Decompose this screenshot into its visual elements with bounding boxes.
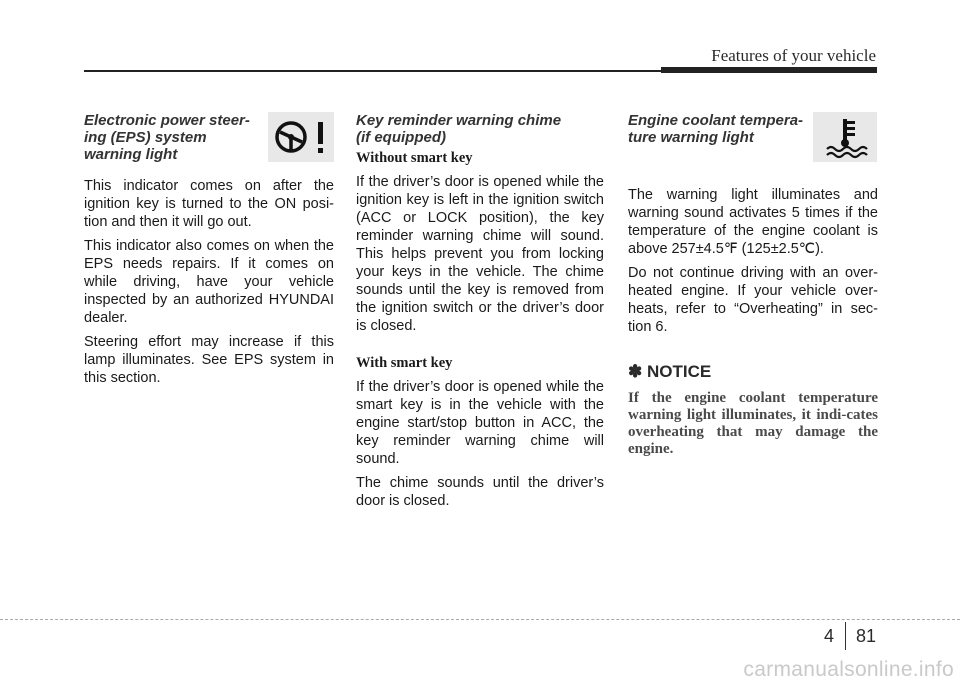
header-rule-thick (661, 67, 877, 73)
header-title: Features of your vehicle (711, 46, 876, 65)
coolant-heading: Engine coolant tempera- ture warning light (628, 112, 804, 146)
with-smart-key-subheading: With smart key (356, 355, 453, 371)
without-smart-key-subheading: Without smart key (356, 150, 473, 166)
eps-section (84, 112, 334, 393)
key-reminder-section (356, 112, 604, 516)
without-smart-key-paragraph: If the driver’s door is opened while the ignition key is left in the ignition switch (ACC or LOCK position), the key reminder warning chime will sound. This helps prevent you from locking your keys in the vehicle. The chime sounds until the key is removed from the ignition switch or the driver’s door is closed. (356, 174, 604, 334)
page-divider (845, 622, 846, 650)
header-rule (84, 70, 661, 72)
coolant-paragraph: Do not continue driving with an over-heated engine. If your vehicle over-heats, refer to “Overheating” in sec-tion 6. (628, 265, 878, 335)
page-number: 81 (856, 626, 877, 646)
footer-rule (0, 619, 960, 620)
eps-paragraph: This indicator also comes on when the EPS needs repairs. If it comes on while driving, have your vehicle inspected by an authorized HYUNDAI dealer. (84, 238, 334, 326)
coolant-paragraph: The warning light illuminates and warning sound activates 5 times if the temperature of the engine coolant is above 257±4.5℉ (125±2.5℃). (628, 187, 878, 257)
eps-heading: Electronic power steer- ing (EPS) system warning light (84, 112, 250, 163)
eps-paragraph: Steering effort may increase if this lamp illuminates. See EPS system in this section. (84, 334, 334, 386)
notice-title: ✽ NOTICE (628, 362, 712, 381)
coolant-section (628, 112, 878, 458)
section-number: 4 (824, 626, 835, 646)
chime-paragraph: The chime sounds until the driver’s door is closed. (356, 475, 604, 509)
notice-text: If the engine coolant temperature warning light illuminates, it indi-cates overheating that may damage the engine. (628, 390, 878, 457)
eps-paragraph: This indicator comes on after the ignition key is turned to the ON posi-tion and then it will go out. (84, 178, 334, 230)
key-reminder-heading: Key reminder warning chime (if equipped) (356, 112, 562, 146)
watermark: carmanualsonline.info (743, 658, 954, 681)
with-smart-key-paragraph: If the driver’s door is opened while the smart key is in the vehicle with the engine start/stop button in ACC, the key reminder warning chime will sound. (356, 379, 604, 467)
